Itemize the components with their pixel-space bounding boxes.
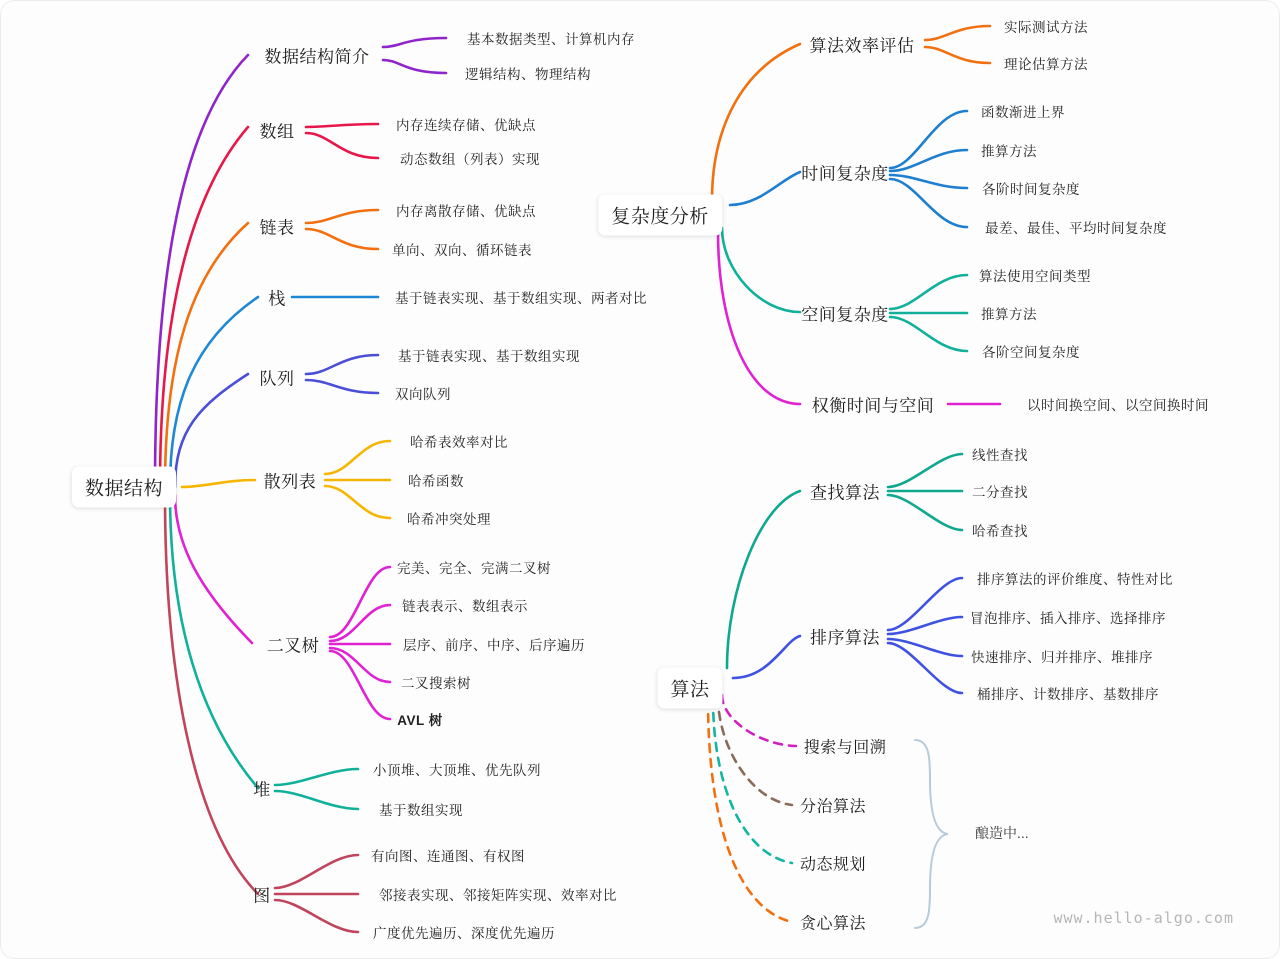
leaf-ds-intro-0[interactable]: 基本数据类型、计算机内存 — [467, 32, 635, 47]
branch-dynamic-programming[interactable]: 动态规划 — [799, 856, 867, 874]
leaf-queue-0[interactable]: 基于链表实现、基于数组实现 — [398, 349, 580, 364]
leaf-time-3[interactable]: 最差、最佳、平均时间复杂度 — [985, 221, 1167, 236]
branch-linkedlist[interactable]: 链表 — [259, 218, 295, 238]
leaf-linkedlist-0[interactable]: 内存离散存储、优缺点 — [396, 204, 536, 219]
branch-greedy[interactable]: 贪心算法 — [799, 915, 867, 933]
root-algorithms[interactable]: 算法 — [657, 668, 722, 709]
branch-ds-intro[interactable]: 数据结构简介 — [264, 47, 370, 67]
leaf-array-0[interactable]: 内存连续存储、优缺点 — [396, 118, 536, 133]
brewing-note: 酿造中... — [975, 825, 1029, 841]
branch-tradeoff[interactable]: 权衡时间与空间 — [811, 396, 935, 416]
leaf-queue-1[interactable]: 双向队列 — [395, 387, 451, 402]
leaf-heap-1[interactable]: 基于数组实现 — [379, 803, 463, 818]
root-data-structures[interactable]: 数据结构 — [72, 467, 176, 508]
leaf-tradeoff-0[interactable]: 以时间换空间、以空间换时间 — [1027, 398, 1209, 413]
branch-binarytree[interactable]: 二叉树 — [266, 636, 320, 656]
leaf-eff-0[interactable]: 实际测试方法 — [1004, 20, 1088, 35]
leaf-tree-1[interactable]: 链表表示、数组表示 — [402, 599, 528, 614]
leaf-time-0[interactable]: 函数渐进上界 — [981, 105, 1065, 120]
leaf-array-1[interactable]: 动态数组（列表）实现 — [400, 152, 540, 167]
leaf-ds-intro-1[interactable]: 逻辑结构、物理结构 — [465, 67, 591, 82]
branch-search-algorithms[interactable]: 查找算法 — [810, 483, 880, 503]
root-complexity[interactable]: 复杂度分析 — [598, 195, 722, 236]
leaf-sort-2[interactable]: 快速排序、归并排序、堆排序 — [971, 650, 1153, 665]
site-watermark: www.hello-algo.com — [1053, 909, 1234, 927]
leaf-time-1[interactable]: 推算方法 — [981, 144, 1037, 159]
leaf-sort-0[interactable]: 排序算法的评价维度、特性对比 — [977, 572, 1173, 587]
leaf-space-1[interactable]: 推算方法 — [981, 307, 1037, 322]
branch-time-complexity[interactable]: 时间复杂度 — [801, 164, 889, 184]
leaf-graph-1[interactable]: 邻接表实现、邻接矩阵实现、效率对比 — [379, 888, 617, 903]
leaf-graph-2[interactable]: 广度优先遍历、深度优先遍历 — [373, 926, 555, 941]
leaf-search-1[interactable]: 二分查找 — [972, 485, 1028, 500]
leaf-hash-2[interactable]: 哈希冲突处理 — [407, 512, 491, 527]
branch-space-complexity[interactable]: 空间复杂度 — [801, 305, 889, 325]
branch-stack[interactable]: 栈 — [268, 289, 286, 309]
leaf-linkedlist-1[interactable]: 单向、双向、循环链表 — [392, 243, 532, 258]
leaf-hash-1[interactable]: 哈希函数 — [408, 474, 464, 489]
leaf-stack-0[interactable]: 基于链表实现、基于数组实现、两者对比 — [395, 291, 647, 306]
leaf-sort-1[interactable]: 冒泡排序、插入排序、选择排序 — [970, 611, 1166, 626]
leaf-eff-1[interactable]: 理论估算方法 — [1004, 57, 1088, 72]
branch-hashtable[interactable]: 散列表 — [263, 472, 317, 492]
branch-heap[interactable]: 堆 — [253, 780, 271, 800]
leaf-search-2[interactable]: 哈希查找 — [972, 524, 1028, 539]
leaf-graph-0[interactable]: 有向图、连通图、有权图 — [371, 849, 525, 864]
leaf-time-2[interactable]: 各阶时间复杂度 — [982, 182, 1080, 197]
branch-divide-conquer[interactable]: 分治算法 — [799, 798, 867, 816]
leaf-space-0[interactable]: 算法使用空间类型 — [979, 269, 1091, 284]
leaf-tree-3[interactable]: 二叉搜索树 — [401, 676, 471, 691]
leaf-search-0[interactable]: 线性查找 — [972, 448, 1028, 463]
branch-array[interactable]: 数组 — [259, 122, 295, 142]
leaf-tree-0[interactable]: 完美、完全、完满二叉树 — [397, 561, 551, 576]
leaf-sort-3[interactable]: 桶排序、计数排序、基数排序 — [977, 687, 1159, 702]
leaf-space-2[interactable]: 各阶空间复杂度 — [982, 345, 1080, 360]
leaf-heap-0[interactable]: 小顶堆、大顶堆、优先队列 — [373, 763, 541, 778]
leaf-tree-4[interactable]: AVL 树 — [397, 713, 443, 728]
leaf-tree-2[interactable]: 层序、前序、中序、后序遍历 — [403, 638, 585, 653]
branch-queue[interactable]: 队列 — [259, 369, 295, 389]
branch-efficiency[interactable]: 算法效率评估 — [809, 36, 915, 56]
branch-backtracking[interactable]: 搜索与回溯 — [803, 739, 887, 757]
branch-graph[interactable]: 图 — [253, 886, 271, 906]
leaf-hash-0[interactable]: 哈希表效率对比 — [410, 435, 508, 450]
branch-sorting-algorithms[interactable]: 排序算法 — [810, 628, 880, 648]
